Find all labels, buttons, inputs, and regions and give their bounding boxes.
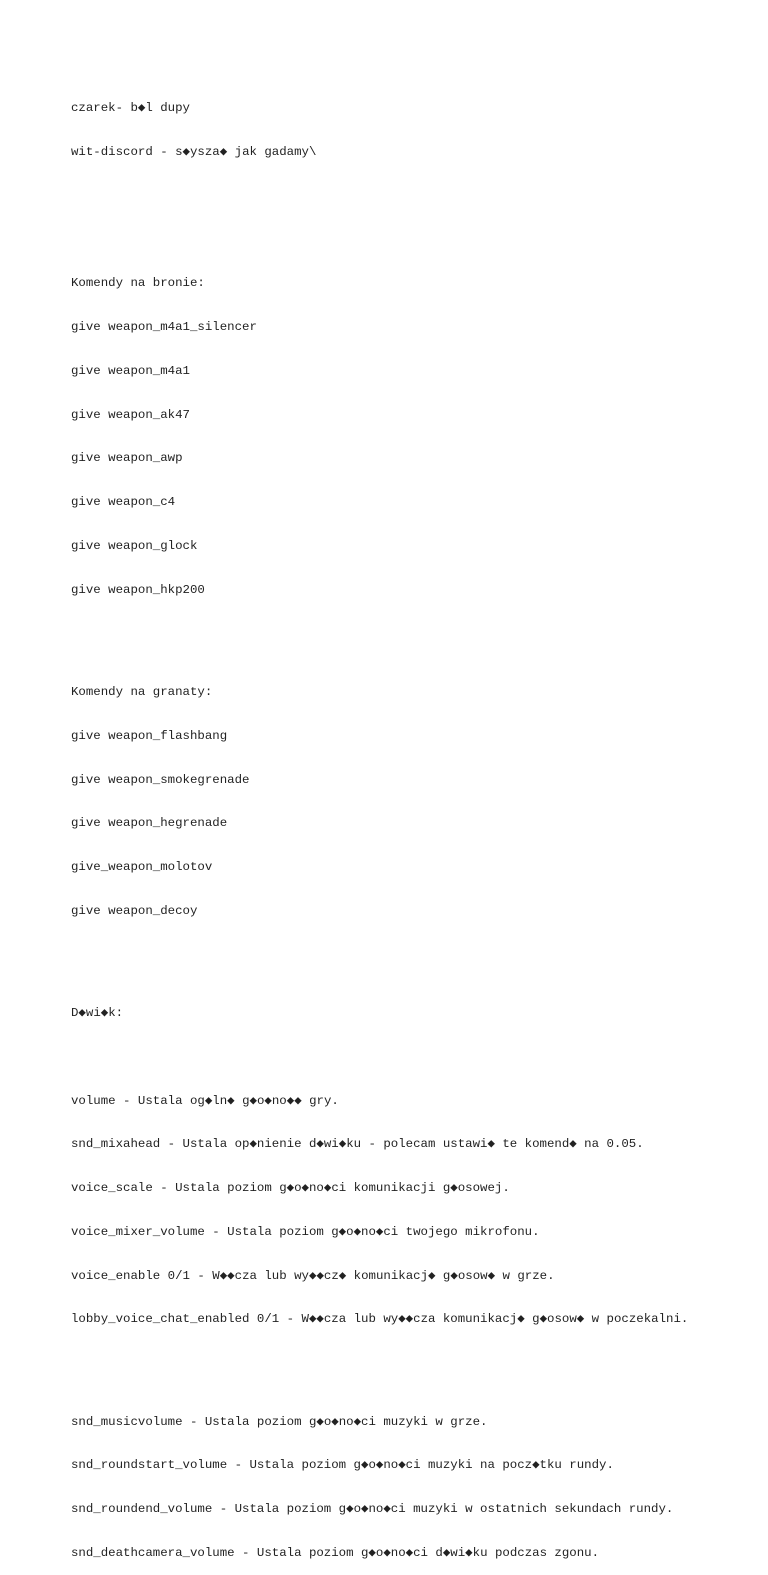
sound-command: voice_enable 0/1 - W◆◆cza lub wy◆◆cz◆ komunikacj◆ g◆osow◆ w grze. (71, 1268, 555, 1283)
weapon-command: give weapon_glock (71, 539, 198, 554)
music-command: snd_musicvolume - Ustala poziom g◆o◆no◆ci muzyki w grze. (71, 1414, 488, 1429)
weapons-heading: Komendy na bronie: (71, 276, 205, 291)
weapon-command: give weapon_m4a1 (71, 363, 190, 378)
grenade-command: give weapon_decoy (71, 903, 198, 918)
weapon-command: give weapon_m4a1_silencer (71, 320, 257, 335)
sound-command: snd_mixahead - Ustala op◆nienie d◆wi◆ku - polecam ustawi◆ te komend◆ na 0.05. (71, 1137, 644, 1152)
spacer (71, 627, 751, 642)
music-command: snd_roundend_volume - Ustala poziom g◆o◆no◆ci muzyki w ostatnich sekundach rundy. (71, 1502, 674, 1517)
spacer (71, 1050, 751, 1065)
grenade-command: give weapon_hegrenade (71, 816, 228, 831)
grenades-heading: Komendy na granaty: (71, 684, 213, 699)
sound-heading: D◆wi◆k: (71, 1006, 124, 1021)
spacer (71, 189, 751, 233)
sound-command: voice_mixer_volume - Ustala poziom g◆o◆no◆ci twojego mikrofonu. (71, 1224, 540, 1239)
sound-command: volume - Ustala og◆ln◆ g◆o◆no◆◆ gry. (71, 1093, 339, 1108)
grenade-command: give_weapon_molotov (71, 860, 213, 875)
sound-command: lobby_voice_chat_enabled 0/1 - W◆◆cza lub wy◆◆cza komunikacj◆ g◆osow◆ w poczekalni. (71, 1312, 689, 1327)
weapon-command: give weapon_ak47 (71, 407, 190, 422)
spacer (71, 948, 751, 963)
document-body (71, 72, 751, 1575)
grenade-command: give weapon_flashbang (71, 728, 228, 743)
weapon-command: give weapon_hkp200 (71, 582, 205, 597)
music-command: snd_roundstart_volume - Ustala poziom g◆o◆no◆ci muzyki na pocz◆tku rundy. (71, 1458, 614, 1473)
spacer (71, 1356, 751, 1371)
weapon-command: give weapon_awp (71, 451, 183, 466)
grenade-command: give weapon_smokegrenade (71, 772, 250, 787)
note-line: wit-discord - s◆ysza◆ jak gadamy\ (71, 144, 317, 159)
sound-command: voice_scale - Ustala poziom g◆o◆no◆ci komunikacji g◆osowej. (71, 1181, 510, 1196)
music-command: snd_deathcamera_volume - Ustala poziom g◆o◆no◆ci d◆wi◆ku podczas zgonu. (71, 1545, 600, 1560)
weapon-command: give weapon_c4 (71, 495, 176, 510)
note-line: czarek- b◆l dupy (71, 101, 190, 116)
